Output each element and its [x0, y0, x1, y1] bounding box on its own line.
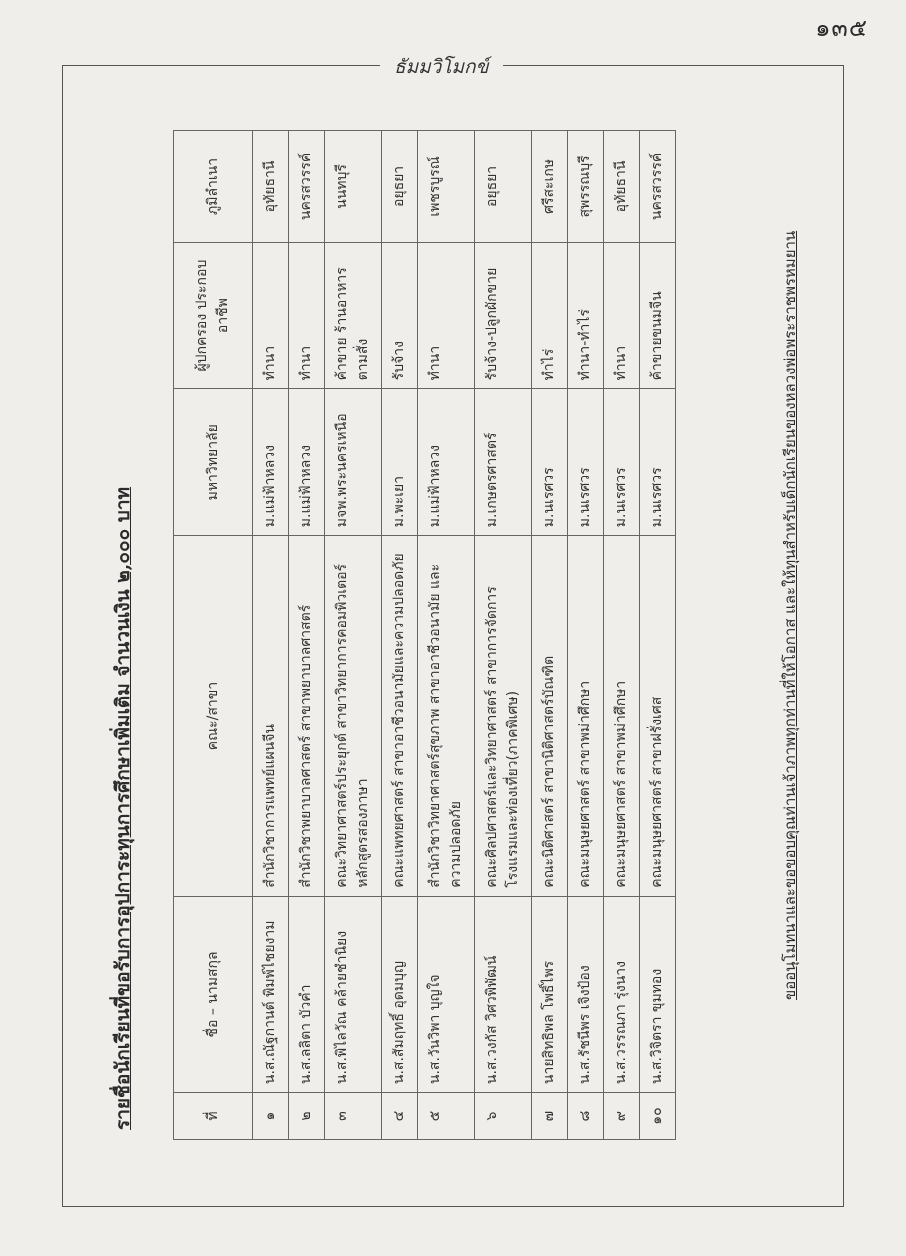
cell-hometown: อยุธยา: [382, 131, 418, 243]
column-header-faculty: คณะ/สาขา: [174, 536, 253, 897]
table-row: [604, 131, 640, 1140]
table-row: [418, 131, 475, 1140]
rotated-content: [78, 120, 828, 1150]
cell-university: ม.นเรศวร: [532, 389, 568, 536]
cell-guardian-job: ค้าขายขนมจีน: [640, 242, 676, 388]
cell-no: ๒: [289, 1093, 325, 1140]
column-header-guardian-job: ผู้ปกครอง ประกอบอาชีพ: [174, 242, 253, 388]
cell-name: น.ส.ณัฐกานต์ พิมพ์ไชยงาม: [253, 896, 289, 1092]
cell-guardian-job: ทำนา: [604, 242, 640, 388]
page-number: ๑๓๕: [815, 14, 868, 42]
cell-guardian-job: รับจ้าง: [382, 242, 418, 388]
cell-university: ม.พะเยา: [382, 389, 418, 536]
cell-no: ๕: [418, 1093, 475, 1140]
cell-name: น.ส.วิจิตรา ขุมทอง: [640, 896, 676, 1092]
cell-university: ม.นเรศวร: [640, 389, 676, 536]
cell-hometown: นครสวรรค์: [289, 131, 325, 243]
cell-name: น.ส.วรรณภา รุ่งนาง: [604, 896, 640, 1092]
cell-faculty: สำนักวิชาการแพทย์แผนจีน: [253, 536, 289, 897]
column-header-name: ชื่อ – นามสกุล: [174, 896, 253, 1092]
cell-no: ๙: [604, 1093, 640, 1140]
cell-university: มจพ.พระนครเหนือ: [325, 389, 382, 536]
cell-no: ๘: [568, 1093, 604, 1140]
cell-name: น.ส.สัมฤทธิ์ อุดมบุญ: [382, 896, 418, 1092]
cell-name: น.ส.วันวิพา บุญใจ: [418, 896, 475, 1092]
cell-university: ม.เกษตรศาสตร์: [475, 389, 532, 536]
cell-university: ม.นเรศวร: [568, 389, 604, 536]
scholarship-table: [173, 130, 676, 1140]
cell-hometown: อุทัยธานี: [604, 131, 640, 243]
cell-hometown: เพชรบูรณ์: [418, 131, 475, 243]
journal-name: ธัมมวิโมกข์: [380, 52, 503, 82]
table-row: [382, 131, 418, 1140]
table-row: [475, 131, 532, 1140]
cell-guardian-job: ทำนา-ทำไร่: [568, 242, 604, 388]
cell-faculty: คณะมนุษยศาสตร์ สาขาฝรั่งเศส: [640, 536, 676, 897]
cell-faculty: สำนักวิชาวิทยาศาสตร์สุขภาพ สาขาอาชีวอนามัย และความปลอดภัย: [418, 536, 475, 897]
cell-faculty: คณะมนุษยศาสตร์ สาขาพม่าศึกษา: [604, 536, 640, 897]
cell-hometown: นครสวรรค์: [640, 131, 676, 243]
cell-faculty: คณะศิลปศาสตร์และวิทยาศาสตร์ สาขาการจัดการ โรงแรมและท่องเที่ยว(ภาคพิเศษ): [475, 536, 532, 897]
table-row: [640, 131, 676, 1140]
cell-hometown: อยุธยา: [475, 131, 532, 243]
table-row: [253, 131, 289, 1140]
cell-name: น.ส.ลลิตา บัวคำ: [289, 896, 325, 1092]
cell-faculty: คณะแพทยศาสตร์ สาขาอาชีวอนามัยและความปลอดภัย: [382, 536, 418, 897]
cell-no: ๑๐: [640, 1093, 676, 1140]
cell-guardian-job: รับจ้าง-ปลูกผักขาย: [475, 242, 532, 388]
cell-guardian-job: ทำนา: [253, 242, 289, 388]
table-row: [289, 131, 325, 1140]
cell-guardian-job: ทำไร่: [532, 242, 568, 388]
cell-guardian-job: ค้าขาย ร้านอาหารตามสั่ง: [325, 242, 382, 388]
column-header-hometown: ภูมิลำเนา: [174, 131, 253, 243]
table-row: [568, 131, 604, 1140]
table-header-row: [174, 131, 253, 1140]
cell-hometown: นนทบุรี: [325, 131, 382, 243]
cell-university: ม.แม่ฟ้าหลวง: [418, 389, 475, 536]
cell-name: น.ส.รัชนีพร เจิงป้อง: [568, 896, 604, 1092]
cell-name: น.ส.วงกัส วิศวพิพัฒน์: [475, 896, 532, 1092]
cell-faculty: คณะวิทยาศาสตร์ประยุกต์ สาขาวิทยาการคอมพิวเตอร์ หลักสูตรสองภาษา: [325, 536, 382, 897]
cell-faculty: สำนักวิชาพยาบาลศาสตร์ สาขาพยาบาลศาสตร์: [289, 536, 325, 897]
cell-hometown: อุทัยธานี: [253, 131, 289, 243]
cell-name: นายสิทธิพล โพธิ์ไพร: [532, 896, 568, 1092]
cell-university: ม.แม่ฟ้าหลวง: [253, 389, 289, 536]
cell-no: ๑: [253, 1093, 289, 1140]
cell-guardian-job: ทำนา: [418, 242, 475, 388]
cell-university: ม.แม่ฟ้าหลวง: [289, 389, 325, 536]
cell-no: ๖: [475, 1093, 532, 1140]
table-row: [532, 131, 568, 1140]
cell-no: ๓: [325, 1093, 382, 1140]
column-header-no: ที่: [174, 1093, 253, 1140]
cell-faculty: คณะมนุษยศาสตร์ สาขาพม่าศึกษา: [568, 536, 604, 897]
document-title: รายชื่อนักเรียนที่ขอรับการอุปการะทุนการศึกษาเพิ่มเติม จำนวนเงิน ๒,๐๐๐ บาท: [112, 486, 134, 1130]
footer-note: ขออนุโมทนาและขอขอบคุณท่านเจ้าภาพทุกท่านที่ให้โอกาส และให้ทุนสำหรับเด็กนักเรียนของหลวงพ่อพระราชพรหมยาน: [781, 230, 799, 1000]
column-header-university: มหาวิทยาลัย: [174, 389, 253, 536]
cell-name: น.ส.พิไลวัณ คล้ายชำนิยง: [325, 896, 382, 1092]
table-row: [325, 131, 382, 1140]
cell-faculty: คณะนิติศาสตร์ สาขานิติศาสตร์บัณฑิต: [532, 536, 568, 897]
cell-guardian-job: ทำนา: [289, 242, 325, 388]
cell-no: ๔: [382, 1093, 418, 1140]
cell-hometown: สุพรรณบุรี: [568, 131, 604, 243]
cell-hometown: ศรีสะเกษ: [532, 131, 568, 243]
cell-university: ม.นเรศวร: [604, 389, 640, 536]
cell-no: ๗: [532, 1093, 568, 1140]
